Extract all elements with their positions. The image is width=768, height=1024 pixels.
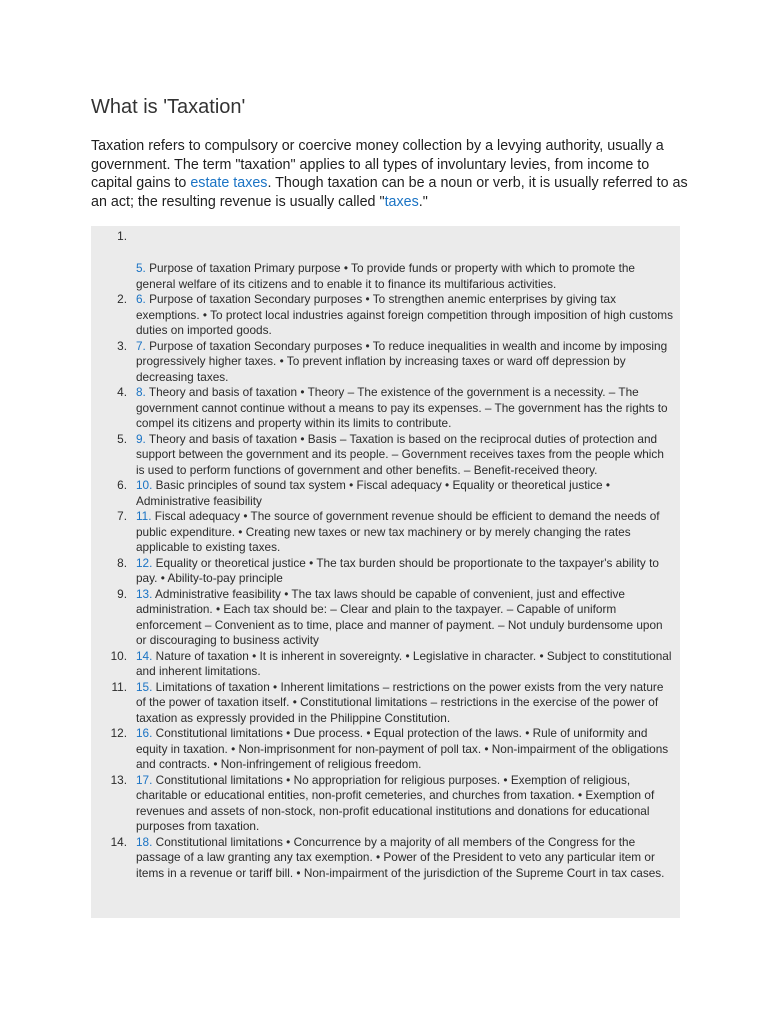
slide-text: Theory and basis of taxation • Theory – The existence of the government is a necessity. – The government cannot continue without a means to pay its expenses. – The government has the rights to compel its citizens and property within its limits to contribute. [136,385,668,430]
list-item [91,339,674,386]
slide-text: Nature of taxation • It is inherent in sovereignty. • Legislative in character. • Subject to constitutional and inherent limitations. [136,648,672,678]
list-marker: 7. [117,509,127,523]
taxes-link[interactable]: taxes [384,193,419,210]
slide-number-link[interactable]: 10. [136,478,153,492]
list-marker: 8. [117,555,127,570]
list-marker: 4. [117,385,127,399]
slide-text: Constitutional limitations • Due process. • Equal protection of the laws. • Rule of uniformity and equity in taxation. • Non-imprisonment for non-payment of poll tax. • Non-impairment of the obligations and contracts. • Non-infringement of religious freedom. [136,726,669,771]
list-item [91,385,674,432]
list-marker: 5. [117,431,127,446]
list-item [91,292,674,339]
list-item [91,432,674,479]
list-item [91,556,674,587]
list-marker: 2. [117,292,127,306]
slide-text: Purpose of taxation Primary purpose • To provide funds or property with which to promote the general welfare of its citizens and to enable it to finance its multifarious activities. [136,261,635,291]
slide-text: Fiscal adequacy • The source of government revenue should be efficient to demand the needs of public expenditure. • Creating new taxes or new tax machinery or by merely changing the rates applicable to existing taxes. [136,509,660,554]
list-item [91,261,674,292]
slide-text: Purpose of taxation Secondary purposes • To strengthen anemic enterprises by giving tax exemptions. • To protect local industries against foreign competition through imposition of high customs duties on imported goods. [136,292,674,337]
slide-text: Purpose of taxation Secondary purposes • To reduce inequalities in wealth and income by imposing progressively higher taxes. • To prevent inflation by increasing taxes or ward off depression by decreasing taxes. [136,338,668,384]
list-item [91,680,674,727]
list-marker: 14. [110,834,127,849]
list-item [91,649,674,680]
list-item-text [136,385,674,432]
slide-number-link[interactable]: 17. [136,772,153,787]
slide-text: Constitutional limitations • Concurrence by a majority of all members of the Congress for the passage of a law granting any tax exemption. • Power of the President to veto any particular item or items in a revenue or tariff bill. • Non-impairment of the jurisdiction of the Supreme Court in tax cases. [136,834,665,880]
list-item [91,726,674,773]
list-item [91,229,674,261]
list-marker [91,261,136,292]
slide-number-link[interactable]: 13. [136,586,153,601]
list-marker: 9. [117,586,127,601]
estate-taxes-link[interactable]: estate taxes [190,175,268,191]
slide-number-link[interactable]: 15. [136,679,153,694]
slide-text: Limitations of taxation • Inherent limitations – restrictions on the power exists from the very nature of the power of taxation itself. • Constitutional limitations – restrictions in the exercise of the power of taxation as expressly provided in the Philippine Constitution. [136,679,664,725]
list-item-text [136,292,674,339]
list-item [91,478,674,509]
slide-number-link[interactable]: 5. [136,261,146,275]
list-item-text [136,509,674,556]
list-item-text [136,680,674,727]
slide-number-link[interactable]: 16. [136,726,153,740]
slide-text: Constitutional limitations • No appropriation for religious purposes. • Exemption of religious, charitable or educational entities, non-profit cemeteries, and churches from taxation. • Exemption of revenues and assets of non-stock, non-profit educational institutions and donations for educational purposes from taxation. [136,772,655,833]
intro-text-1: Taxation refers to compulsory or coercive money collection by a levying authority, usually a government. The term "taxation" applies to all types of involuntary levies, from income to capital gains to [91,138,664,191]
list-item [91,773,674,835]
slide-list-panel [91,226,680,918]
slide-number-link[interactable]: 9. [136,431,146,446]
slide-list-items [91,261,674,881]
slide-number-link[interactable]: 14. [136,648,153,663]
list-marker: 6. [117,478,127,492]
slide-text: Administrative feasibility • The tax laws should be capable of convenient, just and effective administration. • Each tax should be: – Clear and plain to the taxpayer. – Capable of uniform enforcement – Convenient as to time, place and manner of payment. – Not unduly burdensome upon or discouraging to business activity [136,586,663,647]
intro-text-3: ." [418,193,428,210]
slide-number-link[interactable]: 8. [136,385,146,399]
list-item-text [136,835,674,882]
slide-text: Theory and basis of taxation • Basis – Taxation is based on the reciprocal duties of protection and support between the government and its people. – Government receives taxes from the people which is used to perform functions of government and other benefits. – Benefit-received theory. [136,431,664,477]
slide-list [91,229,674,261]
intro-text-2: . Though taxation can be a noun or verb, it is usually referred to as an act; the resulting revenue is usually called " [91,175,688,210]
list-item-text [136,556,674,587]
list-item-text [136,773,674,835]
page-title: What is 'Taxation' [91,96,246,118]
list-marker: 13. [110,772,127,787]
list-item-text [136,432,674,479]
list-item-text [136,587,674,649]
slide-number-link[interactable]: 7. [136,338,146,353]
list-marker: 10. [110,648,127,663]
slide-text: Equality or theoretical justice • The tax burden should be proportionate to the taxpayer's ability to pay. • Ability-to-pay principle [136,555,659,585]
list-item [91,835,674,882]
intro-paragraph [91,137,691,211]
list-item-text [136,649,674,680]
list-item-text [136,478,674,509]
list-item-text [136,339,674,386]
list-item [91,587,674,649]
slide-number-link[interactable]: 11. [136,509,152,523]
slide-number-link[interactable]: 6. [136,292,146,306]
list-marker: 11. [111,679,127,694]
slide-number-link[interactable]: 12. [136,555,153,570]
list-item-text [136,261,674,292]
slide-text: Basic principles of sound tax system • Fiscal adequacy • Equality or theoretical justice • Administrative feasibility [136,478,611,508]
list-item [91,509,674,556]
list-item-text [136,726,674,773]
list-marker: 3. [117,338,127,353]
slide-number-link[interactable]: 18. [136,834,153,849]
list-marker: 12. [110,726,127,740]
list-marker: 1. [117,229,127,243]
